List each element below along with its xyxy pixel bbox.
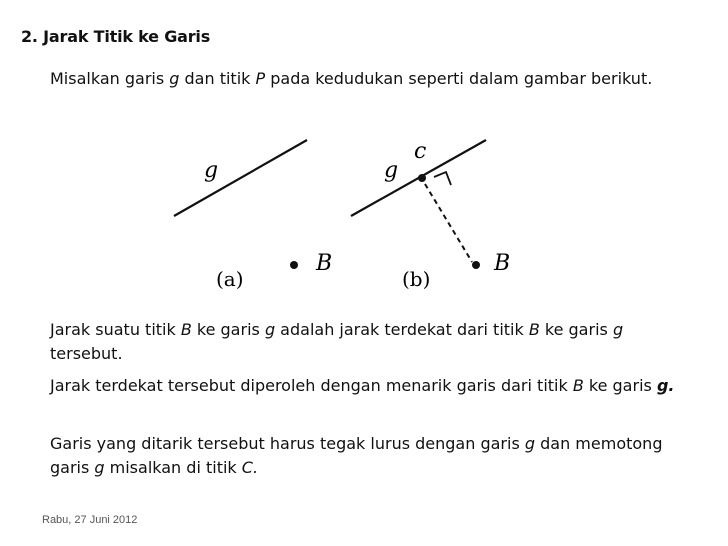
p1-text-4: ke garis xyxy=(539,320,613,339)
p1-text-1: Jarak suatu titik xyxy=(50,320,181,339)
p2-text-2: ke garis xyxy=(583,376,657,395)
figure-a-line-label: g xyxy=(204,158,219,183)
p3-point-c: C. xyxy=(241,458,259,477)
p1-point-b-2: B xyxy=(528,320,540,339)
p3-text-2: dan memotong garis xyxy=(50,434,663,477)
figure-b-point-label: B xyxy=(494,251,511,276)
p1-text-2: ke garis xyxy=(191,320,265,339)
figure-a-point-label: B xyxy=(316,251,333,276)
intro-line-g: g xyxy=(169,69,180,88)
method-paragraph xyxy=(50,374,700,398)
p2-text-1: Jarak terdekat tersebut diperoleh dengan menarik garis dari titik xyxy=(50,376,573,395)
intro-text-1: Misalkan garis xyxy=(50,69,170,88)
p2-point-b: B xyxy=(572,376,584,395)
definition-paragraph xyxy=(50,318,700,366)
figure-a-caption: (a) xyxy=(216,267,244,291)
footer-date: Rabu, 27 Juni 2012 xyxy=(42,514,138,526)
intro-paragraph xyxy=(50,67,700,91)
p1-line-g-2: g xyxy=(612,320,624,339)
slide-title: 2. Jarak Titik ke Garis xyxy=(21,27,211,46)
figure-b-foot-point-c xyxy=(418,174,426,182)
p3-text-1: Garis yang ditarik tersebut harus tegak lurus dengan garis xyxy=(50,434,525,453)
p1-text-5: tersebut. xyxy=(50,344,123,363)
figure-b-perpendicular-dashed xyxy=(425,184,472,262)
figure-b-foot-label: c xyxy=(414,139,427,164)
p1-text-3: adalah jarak terdekat dari titik xyxy=(275,320,529,339)
p3-text-3: misalkan di titik xyxy=(104,458,242,477)
intro-text-2: dan titik xyxy=(179,69,256,88)
figure-a-point-b xyxy=(290,261,298,269)
intro-text-3: pada kedudukan seperti dalam gambar berikut. xyxy=(265,69,653,88)
figure-b-right-angle-mark xyxy=(434,172,451,185)
figure-b-caption: (b) xyxy=(402,267,431,291)
figure-b-point-b xyxy=(472,261,480,269)
p3-line-g: g xyxy=(524,434,536,453)
figure-b-line-label: g xyxy=(384,158,399,183)
figure-a-line-g xyxy=(174,140,307,216)
intro-point-p: P xyxy=(255,69,266,88)
p1-line-g: g xyxy=(264,320,276,339)
p2-line-g: g. xyxy=(656,376,675,395)
p3-line-g-2: g xyxy=(94,458,105,477)
perpendicular-paragraph xyxy=(50,432,700,480)
figure-point-line-distance xyxy=(160,130,540,300)
p1-point-b: B xyxy=(180,320,192,339)
